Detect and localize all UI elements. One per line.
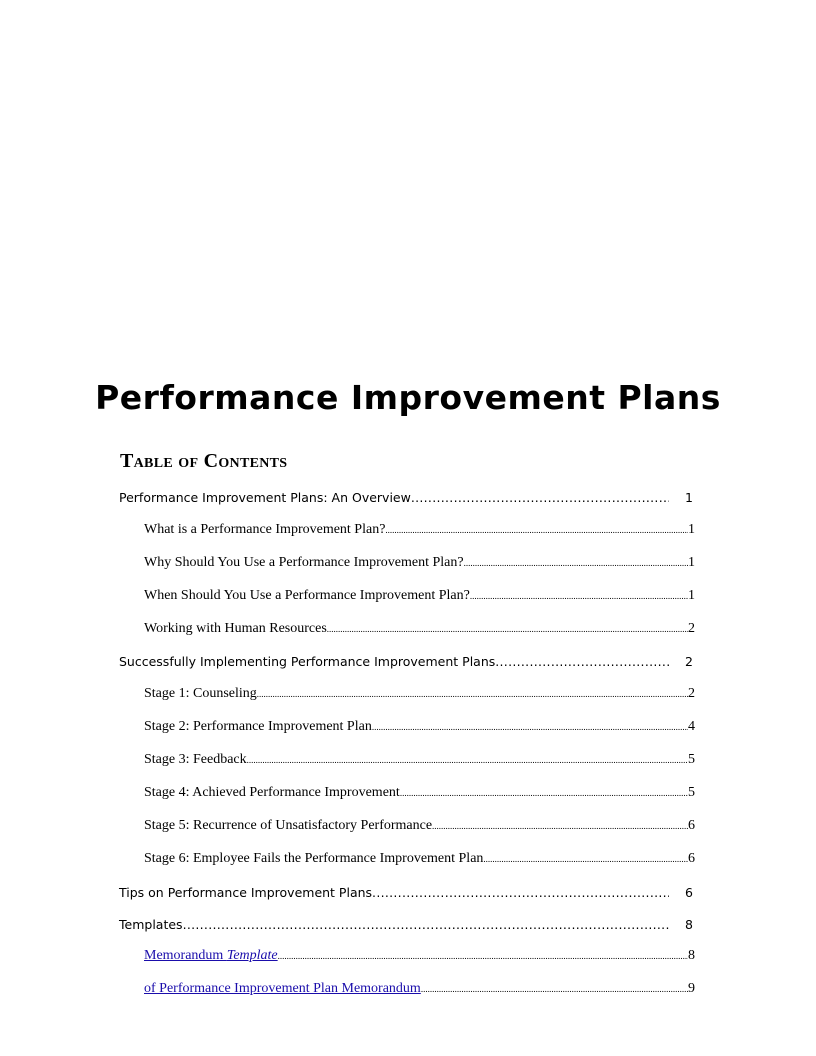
dot-leader [483, 851, 688, 867]
toc-entry-label: Stage 2: Performance Improvement Plan [144, 719, 372, 734]
dot-leader [278, 948, 688, 964]
toc-entry-stage-2[interactable] [144, 719, 695, 735]
toc-entry-label: Templates [119, 917, 183, 932]
toc-entry-page: 1 [685, 490, 693, 505]
toc-entry-tips[interactable] [119, 885, 695, 900]
dot-leader [385, 522, 688, 538]
toc-entry-label: Stage 6: Employee Fails the Performance Improvement Plan [144, 851, 484, 866]
dot-leader [432, 818, 688, 834]
pip-memorandum-link[interactable]: of Performance Improvement Plan Memorandum [144, 981, 421, 996]
dot-leader [470, 588, 688, 604]
dot-leader [372, 719, 688, 735]
toc-entry-page: 1 [688, 555, 695, 570]
dot-leader [464, 555, 688, 571]
toc-entry-page: 8 [685, 917, 693, 932]
toc-entry-pip-memorandum[interactable] [144, 981, 695, 997]
toc-entry-overview[interactable] [119, 490, 695, 505]
toc-entry-label-emphasis: Template [226, 948, 278, 963]
toc-entry-memorandum-template[interactable] [144, 948, 695, 964]
dot-leader [421, 981, 688, 997]
toc-entry-label: Stage 3: Feedback [144, 752, 247, 767]
toc-entry-label: What is a Performance Improvement Plan? [144, 522, 386, 537]
toc-entry-page: 6 [685, 885, 693, 900]
toc-entry-human-resources[interactable] [144, 621, 695, 637]
document-title: Performance Improvement Plans [95, 378, 721, 417]
toc-entry-page: 2 [688, 686, 695, 701]
toc-entry-page: 2 [685, 654, 693, 669]
toc-entry-label: When Should You Use a Performance Improvement Plan? [144, 588, 470, 603]
toc-entry-templates[interactable] [119, 917, 695, 932]
toc-entry-stage-3[interactable] [144, 752, 695, 768]
dot-leader [372, 885, 669, 900]
toc-entry-implementing[interactable] [119, 654, 695, 669]
dot-leader [183, 917, 669, 932]
toc-entry-page: 1 [688, 588, 695, 603]
toc-entry-page: 9 [688, 981, 695, 996]
toc-entry-stage-4[interactable] [144, 785, 695, 801]
toc-entry-page: 2 [688, 621, 695, 636]
toc-entry-why-use-pip[interactable] [144, 555, 695, 571]
toc-entry-label: Stage 1: Counseling [144, 686, 257, 701]
memorandum-template-link[interactable] [144, 948, 278, 964]
toc-entry-label: Why Should You Use a Performance Improvement Plan? [144, 555, 464, 570]
toc-entry-what-is-pip[interactable] [144, 522, 695, 538]
toc-entry-page: 8 [688, 948, 695, 963]
dot-leader [327, 621, 688, 637]
toc-entry-stage-6[interactable] [144, 851, 695, 867]
toc-entry-label: Tips on Performance Improvement Plans [119, 885, 373, 900]
toc-entry-label: Performance Improvement Plans: An Overview [119, 490, 411, 505]
toc-entry-when-use-pip[interactable] [144, 588, 695, 604]
dot-leader [247, 752, 688, 768]
toc-entry-stage-5[interactable] [144, 818, 695, 834]
toc-entry-page: 4 [688, 719, 695, 734]
toc-entry-label: Successfully Implementing Performance Improvement Plans [119, 654, 496, 669]
toc-entry-page: 1 [688, 522, 695, 537]
dot-leader [257, 686, 688, 702]
dot-leader [400, 785, 688, 801]
toc-entry-page: 6 [688, 818, 695, 833]
toc-entry-page: 5 [688, 785, 695, 800]
toc-entry-page: 6 [688, 851, 695, 866]
toc-entry-page: 5 [688, 752, 695, 767]
toc-entry-label: Stage 4: Achieved Performance Improvement [144, 785, 400, 800]
toc-entry-label: Memorandum [144, 948, 227, 963]
toc-entry-stage-1[interactable] [144, 686, 695, 702]
toc-heading: Table of Contents [120, 450, 288, 472]
dot-leader [495, 654, 669, 669]
dot-leader [411, 490, 669, 505]
toc-entry-label: Stage 5: Recurrence of Unsatisfactory Performance [144, 818, 433, 833]
toc-entry-label: Working with Human Resources [144, 621, 327, 636]
